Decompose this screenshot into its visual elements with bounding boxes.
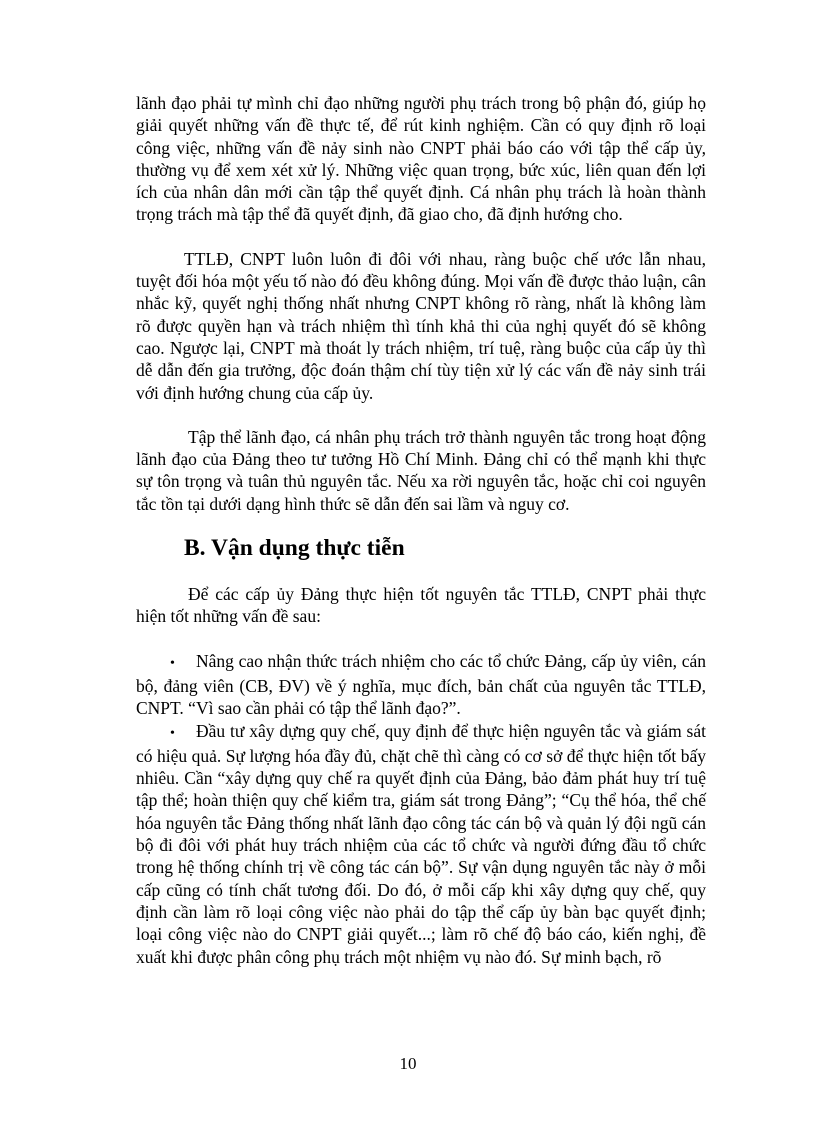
body-paragraph: lãnh đạo phải tự mình chỉ đạo những người phụ trách trong bộ phận đó, giúp họ giải quyết những vấn đề thực tế, để rút kinh nghiệm. Cần có quy định rõ loại công việc, những vấn đề nảy sinh nào CNPT phải báo cáo với tập thể cấp ủy, thường vụ để xem xét xử lý. Những việc quan trọng, bức xúc, liên quan đến lợi ích của nhân dân mới cần tập thể quyết định. Cá nhân phụ trách là hoàn thành trọng trách mà tập thể đã quyết định, đã giao cho, đã định hướng cho.: [136, 93, 706, 225]
bullet-icon: •: [170, 655, 175, 671]
bullet-item: [136, 650, 706, 720]
section-heading: B. Vận dụng thực tiễn: [184, 535, 405, 562]
bullet-icon: •: [170, 725, 175, 741]
page-number: 10: [399, 1054, 417, 1073]
bullet-item: [136, 720, 706, 968]
bullet-text: Đầu tư xây dựng quy chế, quy định để thực hiện nguyên tắc và giám sát có hiệu quả. Sự lượng hóa đầy đủ, chặt chẽ thì càng có cơ sở để thực hiện tốt bấy nhiêu. Cần “xây dựng quy chế ra quyết định của Đảng, bảo đảm phát huy trí tuệ tập thể; hoàn thiện quy chế kiểm tra, giám sát trong Đảng”; “Cụ thể hóa, thể chế hóa nguyên tắc Đảng thống nhất lãnh đạo công tác cán bộ và quản lý đội ngũ cán bộ đi đôi với phát huy trách nhiệm của các tổ chức và người đứng đầu tổ chức trong hệ thống chính trị về công tác cán bộ”. Sự vận dụng nguyên tắc này ở mỗi cấp cũng có tính chất tương đối. Do đó, ở mỗi cấp khi xây dựng quy chế, quy định cần làm rõ loại công việc nào phải do tập thể cấp ủy bàn bạc quyết định; loại công việc nào do CNPT giải quyết...; làm rõ chế độ báo cáo, kiến nghị, đề xuất khi được phân công phụ trách một nhiệm vụ nào đó. Sự minh bạch, rõ: [136, 720, 706, 967]
body-paragraph: TTLĐ, CNPT luôn luôn đi đôi với nhau, ràng buộc chế ước lẫn nhau, tuyệt đối hóa một yếu tố nào đó đều không đúng. Mọi vấn đề được thảo luận, cân nhắc kỹ, quyết nghị thống nhất nhưng CNPT không rõ ràng, nhất là không làm rõ được quyền hạn và trách nhiệm thì tính khả thi của nghị quyết đó sẽ không cao. Ngược lại, CNPT mà thoát ly trách nhiệm, trí tuệ, ràng buộc của cấp ủy thì dễ dẫn đến gia trưởng, độc đoán thậm chí tùy tiện xử lý các vấn đề nảy sinh trái với định hướng chung của cấp ủy.: [136, 248, 706, 403]
document-page: [136, 92, 706, 968]
intro-paragraph: Để các cấp ủy Đảng thực hiện tốt nguyên tắc TTLĐ, CNPT phải thực hiện tốt những vấn đề sau:: [136, 584, 706, 627]
body-paragraph: Tập thể lãnh đạo, cá nhân phụ trách trở thành nguyên tắc trong hoạt động lãnh đạo của Đảng theo tư tưởng Hồ Chí Minh. Đảng chỉ có thể mạnh khi thực sự tôn trọng và tuân thủ nguyên tắc. Nếu xa rời nguyên tắc, hoặc chỉ coi nguyên tắc tồn tại dưới dạng hình thức sẽ dẫn đến sai lầm và nguy cơ.: [136, 426, 706, 514]
bullet-text: Nâng cao nhận thức trách nhiệm cho các tổ chức Đảng, cấp ủy viên, cán bộ, đảng viên (CB, ĐV) về ý nghĩa, mục đích, bản chất của nguyên tắc TTLĐ, CNPT. “Vì sao cần phải có tập thể lãnh đạo?”.: [136, 650, 706, 719]
